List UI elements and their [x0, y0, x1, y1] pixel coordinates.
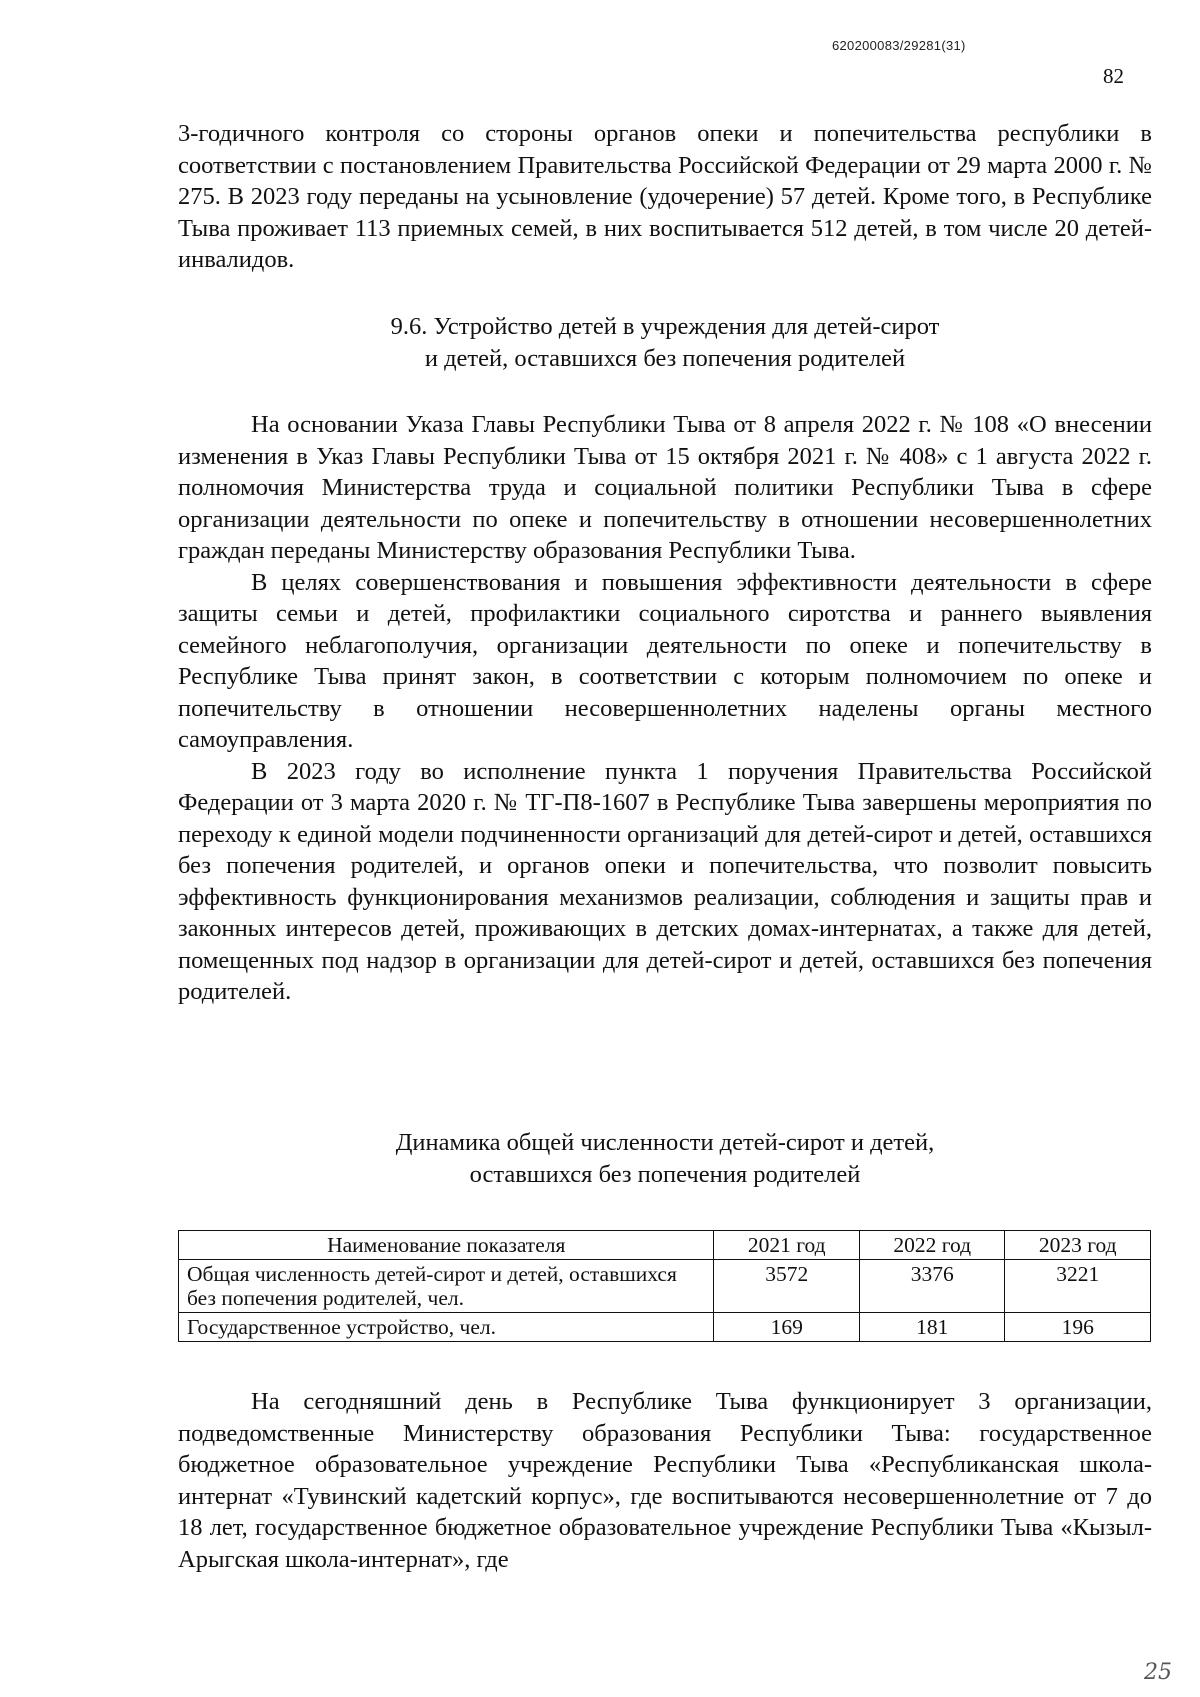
- statistics-table: [178, 1230, 1151, 1342]
- page-number: 82: [1103, 64, 1124, 88]
- section-heading-line: 9.6. Устройство детей в учреждения для детей-сирот: [390, 313, 940, 340]
- section-body: [178, 409, 1152, 1008]
- column-header: 2022 год: [859, 1231, 1005, 1260]
- table-cell: Государственное устройство, чел.: [179, 1313, 714, 1342]
- closing-text: [178, 1386, 1152, 1575]
- section-heading: [178, 311, 1152, 375]
- column-header: 2023 год: [1005, 1231, 1151, 1260]
- paragraph: 3-годичного контроля со стороны органов опеки и попечительства республики в соответствии с постановлением Правительства Российской Федерации от 29 марта 2000 г. № 275. В 2023 году переданы на усыновление (удочерение) 57 детей. Кроме того, в Республике Тыва проживает 113 приемных семей, в них воспитывается 512 детей, в том числе 20 детей-инвалидов.: [178, 120, 1152, 273]
- table-cell: 181: [859, 1313, 1005, 1342]
- column-header: 2021 год: [714, 1231, 860, 1260]
- table-cell: 3221: [1005, 1260, 1151, 1313]
- table-heading-line: оставшихся без попечения родителей: [469, 1161, 861, 1188]
- paragraph: В 2023 году во исполнение пункта 1 поручения Правительства Российской Федерации от 3 марта 2020 г. № ТГ-П8-1607 в Республике Тыва завершены мероприятия по переходу к единой модели подчиненности организаций для детей-сирот и детей, оставшихся без попечения родителей, и органов опеки и попечительства, что позволит повысить эффективность функционирования механизмов реализации, соблюдения и защиты прав и законных интересов детей, проживающих в детских домах-интернатах, а также для детей, помещенных под надзор в организации для детей-сирот и детей, оставшихся без попечения родителей.: [178, 757, 1152, 1005]
- table-heading-line: Динамика общей численности детей-сирот и детей,: [395, 1129, 935, 1156]
- handwritten-page-mark: 25: [1144, 1660, 1172, 1685]
- table-cell: 196: [1005, 1313, 1151, 1342]
- table-cell: Общая численность детей-сирот и детей, оставшихся без попечения родителей, чел.: [179, 1260, 714, 1313]
- statistics-table-container: [178, 1230, 1151, 1342]
- table-row: [179, 1313, 1151, 1342]
- table-row: [179, 1260, 1151, 1313]
- table-heading: [178, 1127, 1152, 1191]
- section-heading-line: и детей, оставшихся без попечения родителей: [424, 345, 906, 372]
- table-cell: 3572: [714, 1260, 860, 1313]
- paragraph: На основании Указа Главы Республики Тыва от 8 апреля 2022 г. № 108 «О внесении изменения в Указ Главы Республики Тыва от 15 октября 2021 г. № 408» с 1 августа 2022 г. полномочия Министерства труда и социальной политики Республики Тыва в сфере организации деятельности по опеке и попечительству в отношении несовершеннолетних граждан переданы Министерству образования Республики Тыва.: [178, 411, 1152, 564]
- table-header-row: [179, 1231, 1151, 1260]
- table-cell: 169: [714, 1313, 860, 1342]
- paragraph: В целях совершенствования и повышения эффективности деятельности в сфере защиты семьи и детей, профилактики социального сиротства и раннего выявления семейного неблагополучия, организации деятельности по опеке и попечительству в Республике Тыва принят закон, в соответствии с которым полномочием по опеке и попечительству в отношении несовершеннолетних наделены органы местного самоуправления.: [178, 568, 1152, 753]
- document-id: 620200083/29281(31): [832, 38, 966, 53]
- column-header: Наименование показателя: [179, 1231, 714, 1260]
- table-cell: 3376: [859, 1260, 1005, 1313]
- paragraph: На сегодняшний день в Республике Тыва функционирует 3 организации, подведомственные Министерству образования Республики Тыва: государственное бюджетное образовательное учреждение Республики Тыва «Республиканская школа-интернат «Тувинский кадетский корпус», где воспитываются несовершеннолетние от 7 до 18 лет, государственное бюджетное образовательное учреждение Республики Тыва «Кызыл-Арыгская школа-интернат», где: [178, 1388, 1152, 1573]
- intro-text: [178, 118, 1152, 276]
